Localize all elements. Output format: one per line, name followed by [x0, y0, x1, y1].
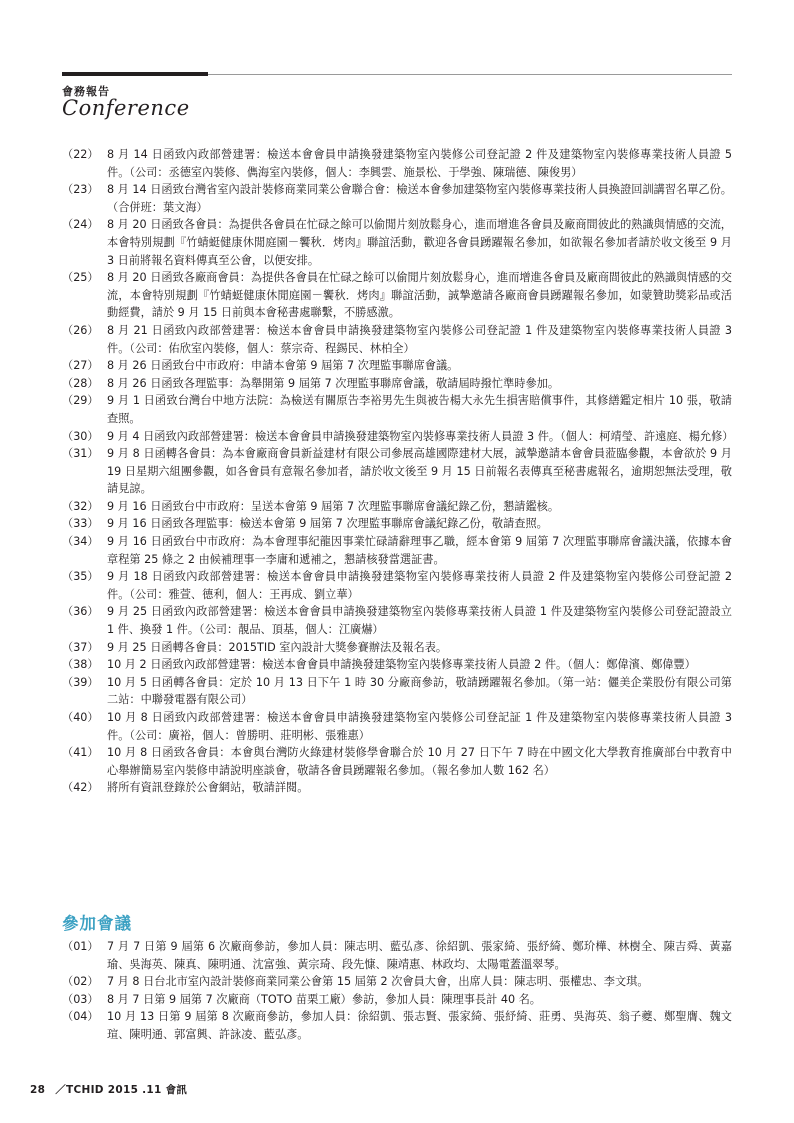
item-text: 7 月 7 日第 9 屆第 6 次廠商參訪，參加人員：陳志明、藍弘彥、徐紹凱、張家綺、張紓綺、鄭玠樺、林樹全、陳吉舜、黃嘉瑜、吳海英、陳真、陳明通、沈富強、黃宗琦、段先慷、陳靖惠、林政均、太陽電蓋溫翠琴。 [107, 940, 732, 971]
item-text: 9 月 25 日函致內政部營建署：檢送本會會員申請換發建築物室內裝修專業技術人員證 1 件及建築物室內裝修公司登記證設立 1 件、換發 1 件。（公司：靚品、頂基，個人：江廣爀） [107, 605, 732, 637]
item-text: 10 月 5 日函轉各會員：定於 10 月 13 日下午 1 時 30 分廠商參訪，敬請踴躍報名參加。（第一站：儷美企業股份有限公司第二站：中聯發電器有限公司） [107, 675, 732, 707]
item-text: 8 月 26 日函致台中市政府：申請本會第 9 屆第 7 次理監事聯席會議。 [107, 359, 459, 373]
list-item [62, 674, 732, 709]
item-text: 8 月 7 日第 9 屆第 7 次廠商（TOTO 苗栗工廠）參訪，參加人員：陳理事長計 40 名。 [107, 992, 541, 1006]
list-item [62, 991, 732, 1009]
item-text: 10 月 2 日函致內政部營建署：檢送本會會員申請換發建築物室內裝修專業技術人員證 2 件。（個人：鄭偉濱、鄭偉豐） [107, 658, 696, 672]
list-item [62, 938, 732, 973]
list-item [62, 568, 732, 603]
item-number: （30） [62, 429, 99, 443]
list-item [62, 744, 732, 779]
item-number: （27） [62, 359, 99, 373]
item-text: 7 月 8 日台北市室內設計裝修商業同業公會第 15 屆第 2 次會員大會，出席人員：陳志明、張權忠、李文琪。 [107, 975, 649, 989]
item-text: 8 月 14 日函致內政部營建署：檢送本會會員申請換發建築物室內裝修公司登記證 2 件及建築物室內裝修專業技術人員證 5 件。（公司：丞德室內裝修、儁海室內裝修，個人：李興雲、施景松、于學強、陳瑞德、陳俊男） [107, 148, 732, 179]
item-text: 10 月 13 日第 9 屆第 8 次廠商參訪，參加人員：徐紹凱、張志賢、張家綺、張紓綺、莊勇、吳海英、翁子夔、鄭聖膺、魏文瑄、陳明通、郭富興、許詠凌、藍弘彥。 [107, 1010, 732, 1041]
item-number: （41） [62, 746, 99, 760]
correspondence-list [62, 146, 732, 797]
item-text: 將所有資訊登錄於公會網站，敬請詳閱。 [107, 781, 309, 795]
list-item [62, 973, 732, 991]
item-text: 9 月 16 日函致台中市政府：為本會理事紀龍因事業忙碌請辭理事乙職，經本會第 9 屆第 7 次理監事聯席會議決議，依據本會章程第 25 條之 2 由候補理事一李庸和遞補之，懇請核發當選証書。 [107, 535, 732, 566]
item-text: 8 月 20 日函致各廠商會員：為提供各會員在忙碌之餘可以偷閒片刻放鬆身心，進而增進各會員及廠商間彼此的熟識與情感的交流，本會特別規劃『竹蜻蜓健康休閒庭園－饗秋．烤肉』聯誼活動，誠摯邀請各廠商會員踴躍報名參加，如蒙贊助獎彩品或活動經費，請於 9 月 15 日前與本會秘書處聯繫，不勝感激。 [107, 271, 732, 320]
publication-name: ／TCHID 2015 .11 會訊 [55, 1084, 188, 1096]
list-item [62, 1008, 732, 1043]
list-item [62, 269, 732, 322]
item-number: （24） [62, 218, 99, 232]
item-number: （37） [62, 640, 99, 654]
item-number: （33） [62, 517, 99, 531]
item-number: （28） [62, 376, 99, 390]
item-number: （34） [62, 535, 99, 549]
item-text: 10 月 8 日函致各會員：本會與台灣防火綠建材裝修學會聯合於 10 月 27 日下午 7 時在中國文化大學教育推廣部台中教育中心舉辦簡易室內裝修申請說明座談會，敬請各會員踴躍報名參加。（報名參加人數 162 名） [107, 746, 732, 777]
list-item [62, 709, 732, 744]
item-number: （22） [62, 148, 99, 161]
list-item [62, 392, 732, 427]
list-item [62, 639, 732, 657]
item-number: （01） [62, 940, 99, 953]
list-item [62, 656, 732, 674]
item-number: （02） [62, 975, 99, 989]
item-number: （36） [62, 605, 99, 619]
list-item [62, 515, 732, 533]
list-item [62, 375, 732, 393]
list-item [62, 181, 732, 216]
item-text: 8 月 14 日函致台灣省室內設計裝修商業同業公會聯合會：檢送本會參加建築物室內裝修專業技術人員換證回訓講習名單乙份。（合併班：葉文海） [107, 183, 732, 214]
item-text: 9 月 8 日函轉各會員：為本會廠商會員新益建材有限公司參展高雄國際建材大展，誠摯邀請本會會員蒞臨參觀，本會欲於 9 月 19 日星期六組團參觀，如各會員有意報名參加者，請於收文後至 9 月 15 日前報名表傳真至秘書處報名，逾期恕無法受理，敬請見諒。 [107, 447, 732, 496]
list-item [62, 146, 732, 181]
section-label-zh: 會務報告 [62, 85, 110, 98]
item-number: （03） [62, 992, 99, 1006]
item-text: 9 月 25 日函轉各會員：2015TID 室內設計大獎參賽辦法及報名表。 [107, 640, 448, 654]
item-text: 9 月 18 日函致內政部營建署：檢送本會會員申請換發建築物室內裝修專業技術人員證 2 件及建築物室內裝修公司登記證 2 件。（公司：雅萱、德利，個人：王再成、劉立華） [107, 570, 732, 601]
item-number: （31） [62, 447, 99, 461]
item-text: 8 月 26 日函致各理監事：為舉開第 9 屆第 7 次理監事聯席會議，敬請屆時撥忙準時參加。 [107, 376, 560, 390]
item-number: （04） [62, 1010, 99, 1024]
list-item [62, 357, 732, 375]
list-item [62, 216, 732, 269]
item-number: （39） [62, 675, 99, 689]
item-text: 9 月 1 日函致台灣台中地方法院：為檢送有關原告李裕男先生與被告楊大永先生損害賠償事件，其修繕鑑定相片 10 張，敬請查照。 [107, 394, 732, 425]
item-number: （25） [62, 271, 99, 285]
list-item [62, 533, 732, 568]
item-number: （35） [62, 570, 99, 584]
list-item [62, 779, 732, 797]
item-text: 9 月 16 日函致台中市政府：呈送本會第 9 屆第 7 次理監事聯席會議紀錄乙份，懇請鑑核。 [107, 499, 560, 513]
list-item [62, 428, 732, 446]
page-number: 28 [30, 1084, 46, 1096]
header-rule-thick [62, 72, 208, 76]
item-text: 9 月 16 日函致各理監事：檢送本會第 9 屆第 7 次理監事聯席會議紀錄乙份，敬請查照。 [107, 517, 548, 531]
page-footer [30, 1082, 187, 1097]
section-label-en: Conference [62, 96, 190, 120]
item-text: 10 月 8 日函致內政部營建署：檢送本會會員申請換發建築物室內裝修公司登記証 1 件及建築物室內裝修專業技術人員證 3 件。（公司：廣裕，個人：曾勝明、莊明彬、張雅惠） [107, 711, 732, 742]
meetings-heading: 參加會議 [62, 914, 132, 933]
list-item [62, 322, 732, 357]
list-item [62, 445, 732, 498]
item-text: 8 月 20 日函致各會員：為提供各會員在忙碌之餘可以偷閒片刻放鬆身心，進而增進各會員及廠商間彼此的熟識與情感的交流，本會特別規劃『竹蜻蜓健康休閒庭園－饗秋．烤肉』聯誼活動，歡迎各會員踴躍報名參加，如欲報名參加者請於收文後至 9 月 3 日前將報名資料傳真至公會，以便安排。 [107, 218, 732, 267]
item-number: （23） [62, 183, 99, 197]
item-text: 9 月 4 日函致內政部營建署：檢送本會會員申請換發建築物室內裝修專業技術人員證 3 件。（個人：柯靖瑩、許遠庭、楊允修） [107, 429, 734, 443]
item-number: （26） [62, 323, 99, 337]
list-item [62, 498, 732, 516]
item-number: （32） [62, 499, 99, 513]
item-number: （29） [62, 394, 99, 408]
item-number: （38） [62, 658, 99, 672]
item-text: 8 月 21 日函致內政部營建署：檢送本會會員申請換發建築物室內裝修公司登記證 1 件及建築物室內裝修專業技術人員證 3 件。（公司：佑欣室內裝修，個人：蔡宗奇、程錫民、林柏全） [107, 323, 732, 355]
list-item [62, 603, 732, 638]
item-number: （42） [62, 781, 99, 795]
header-rule-thin [208, 74, 732, 75]
meetings-list [62, 938, 732, 1044]
item-number: （40） [62, 711, 99, 724]
